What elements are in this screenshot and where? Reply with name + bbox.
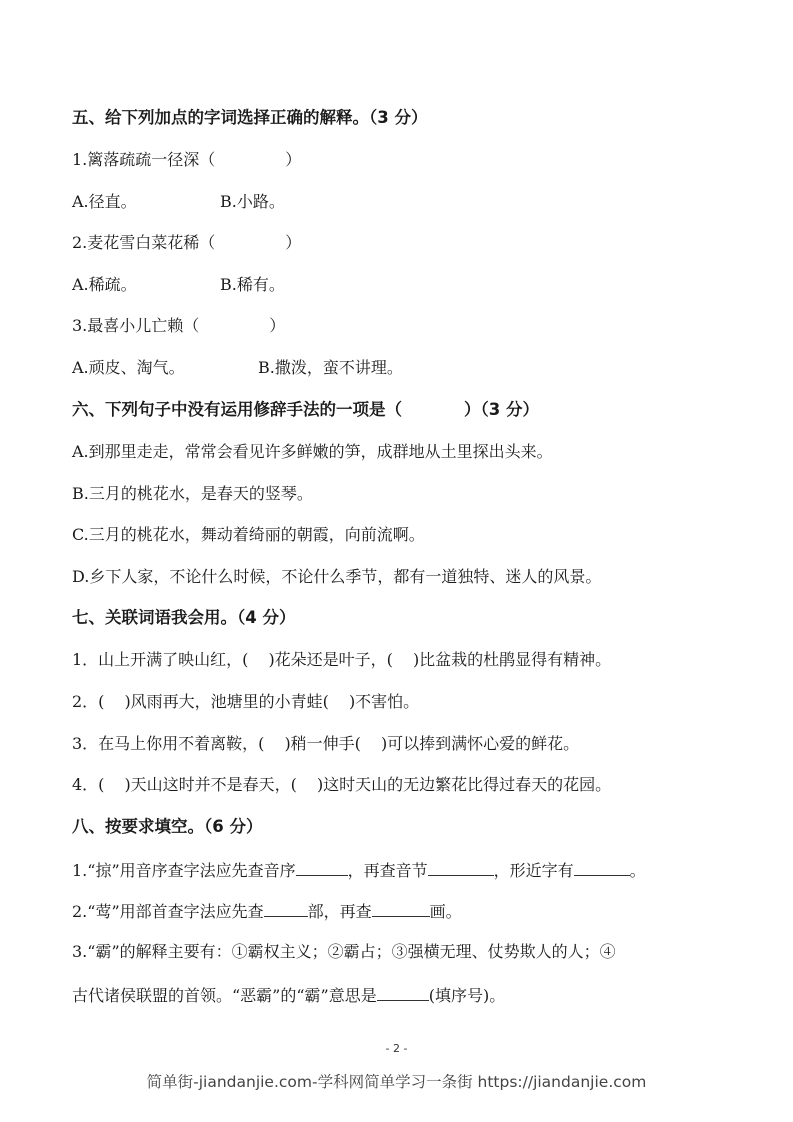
text-part: 3．在马上你用不着离鞍，( xyxy=(72,734,265,753)
section7-title: 七、关联词语我会用。（4 分） xyxy=(72,608,296,627)
watermark-footer: 简单街-jiandanjie.com-学科网简单学习一条街 https://jiandanjie.com xyxy=(146,1073,647,1091)
item-stem: 3.最喜小儿亡赖（ xyxy=(72,316,200,335)
section5-item1 xyxy=(72,150,301,170)
text-part: )风雨再大，池塘里的小青蛙( xyxy=(124,692,329,711)
page-number: - 2 - xyxy=(385,1042,408,1055)
section8-title: 八、按要求填空。（6 分） xyxy=(72,817,263,836)
text-part: ，形近字有 xyxy=(493,861,574,880)
text-part: ，再查音节 xyxy=(347,861,428,880)
fill-blank[interactable] xyxy=(296,859,348,876)
section6-option-b: B.三月的桃花水，是春天的竖琴。 xyxy=(72,484,313,503)
section5-item2-options xyxy=(72,275,285,295)
text-part: 古代诸侯联盟的首领。“恶霸”的“霸”意思是 xyxy=(72,986,377,1005)
section5-item3-options xyxy=(72,358,403,378)
section5-item3 xyxy=(72,316,285,336)
section8-item3-line1: 3.“霸”的解释主要有：①霸权主义；②霸占；③强横无理、仗势欺人的人；④ xyxy=(72,942,616,961)
text-part: )比盆栽的杜鹃显得有精神。 xyxy=(412,650,612,669)
section5-title: 五、给下列加点的字词选择正确的解释。（3 分） xyxy=(72,108,428,127)
section6-option-d: D.乡下人家，不论什么时候，不论什么季节，都有一道独特、迷人的风景。 xyxy=(72,567,602,586)
option-b: B.小路。 xyxy=(220,192,285,211)
fill-blank[interactable] xyxy=(574,859,630,876)
text-part: 4．( xyxy=(72,775,105,794)
text-part: 画。 xyxy=(429,902,462,921)
section6-title xyxy=(72,400,539,420)
text-part: )不害怕。 xyxy=(348,692,420,711)
close-paren: ） xyxy=(285,150,302,169)
close-paren: ） xyxy=(285,233,302,252)
section5-item1-options xyxy=(72,192,285,212)
option-b: B.撒泼，蛮不讲理。 xyxy=(258,358,403,377)
section8-item1 xyxy=(72,859,646,881)
section6-option-a: A.到那里走走，常常会看见许多鲜嫩的笋，成群地从土里探出头来。 xyxy=(72,442,553,461)
text-part: )天山这时并不是春天，( xyxy=(124,775,297,794)
option-a: A.径直。 xyxy=(72,192,137,211)
text-part: )稍一伸手( xyxy=(284,734,361,753)
text-part: 2．( xyxy=(72,692,105,711)
text-part: (填序号)。 xyxy=(428,986,506,1005)
close-paren: ） xyxy=(269,316,286,335)
option-a: A.稀疏。 xyxy=(72,275,137,294)
text-part: )这时天山的无边繁花比得过春天的花园。 xyxy=(316,775,612,794)
section8-item2 xyxy=(72,900,462,922)
text-part: 部，再查 xyxy=(307,902,372,921)
section7-item3 xyxy=(72,734,579,754)
section6-option-c: C.三月的桃花水，舞动着绮丽的朝霞，向前流啊。 xyxy=(72,525,425,544)
text-part: 2.“莺”用部首查字法应先查 xyxy=(72,902,264,921)
section7-item1 xyxy=(72,650,611,670)
fill-blank[interactable] xyxy=(377,984,429,1001)
option-b: B.稀有。 xyxy=(220,275,285,294)
section6-title-suffix: ）（3 分） xyxy=(464,400,539,419)
text-part: 1．山上开满了映山红，( xyxy=(72,650,249,669)
section6-title-prefix: 六、下列句子中没有运用修辞手法的一项是（ xyxy=(72,400,402,419)
fill-blank[interactable] xyxy=(264,900,308,917)
section7-item2 xyxy=(72,692,419,712)
fill-blank[interactable] xyxy=(428,859,494,876)
item-stem: 2.麦花雪白菜花稀（ xyxy=(72,233,216,252)
option-a: A.顽皮、淘气。 xyxy=(72,358,185,377)
text-part: 。 xyxy=(629,861,646,880)
text-part: )花朵还是叶子，( xyxy=(268,650,393,669)
text-part: 1.“掠”用音序查字法应先查音序 xyxy=(72,861,296,880)
section8-item3-line2 xyxy=(72,984,505,1006)
fill-blank[interactable] xyxy=(372,900,430,917)
item-stem: 1.篱落疏疏一径深（ xyxy=(72,150,216,169)
section5-item2 xyxy=(72,233,301,253)
section7-item4 xyxy=(72,775,611,795)
text-part: )可以捧到满怀心爱的鲜花。 xyxy=(380,734,580,753)
